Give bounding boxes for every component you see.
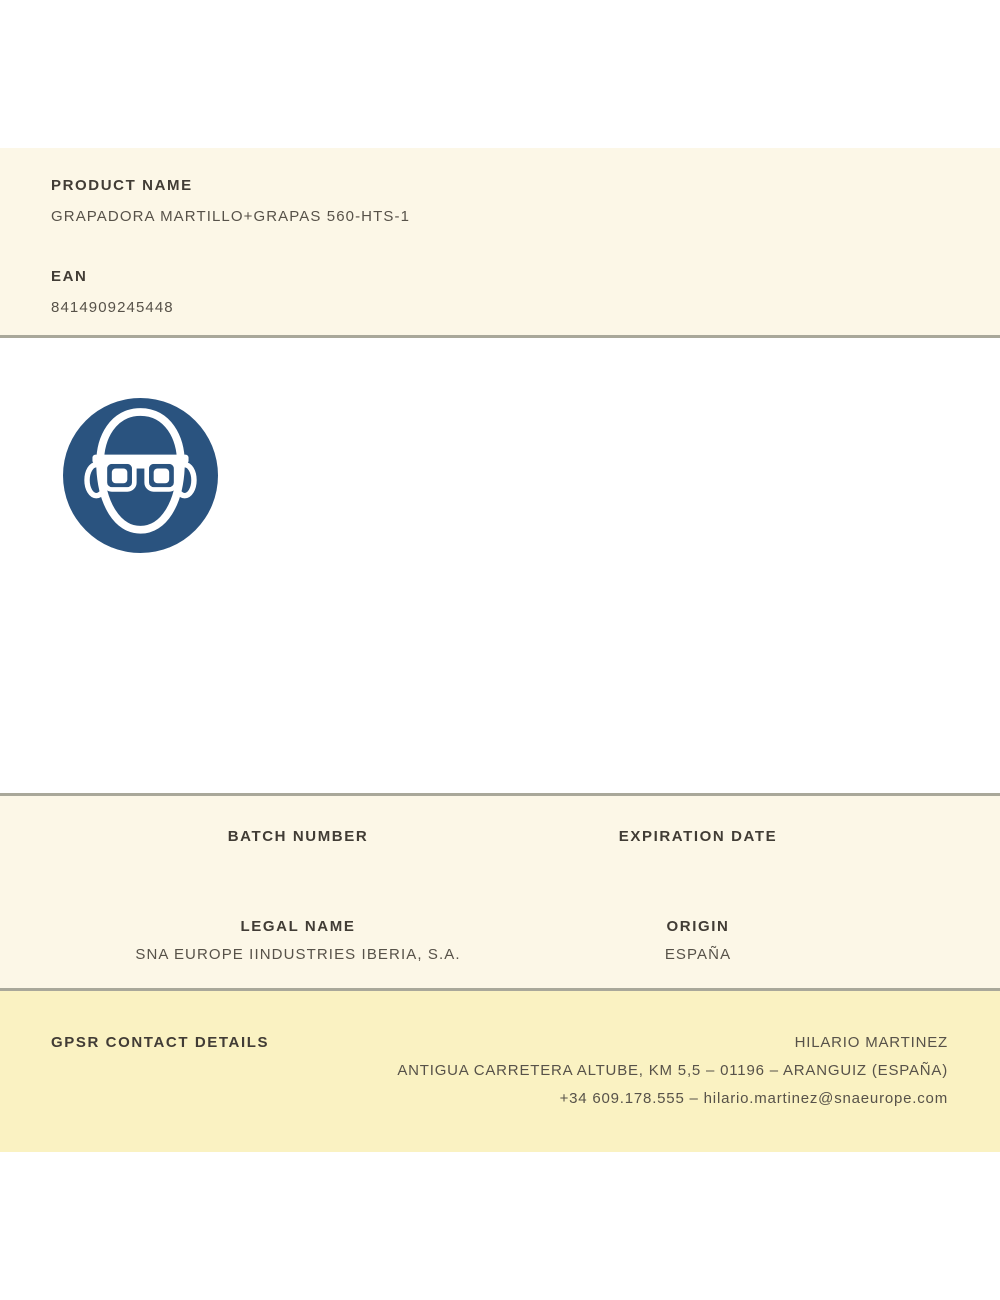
gpsr-contact-block <box>397 1033 948 1117</box>
origin-label: ORIGIN <box>666 918 730 935</box>
ean-label: EAN <box>51 268 88 285</box>
origin-field <box>498 918 898 964</box>
gpsr-contact-name: HILARIO MARTINEZ <box>794 1034 948 1051</box>
product-name-label: PRODUCT NAME <box>51 177 193 194</box>
origin-value: ESPAÑA <box>664 946 732 963</box>
gpsr-contact-address: ANTIGUA CARRETERA ALTUBE, KM 5,5 – 01196 – ARANGUIZ (ESPAÑA) <box>397 1062 948 1079</box>
batch-band <box>0 793 1000 991</box>
expiration-date-label: EXPIRATION DATE <box>618 828 778 845</box>
legal-name-label: LEGAL NAME <box>240 918 356 935</box>
gpsr-contact-phone-email: +34 609.178.555 – hilario.martinez@snaeurope.com <box>559 1090 948 1107</box>
gpsr-band <box>0 991 1000 1152</box>
product-band <box>0 148 1000 338</box>
product-name-value: GRAPADORA MARTILLO+GRAPAS 560-HTS-1 <box>51 208 411 225</box>
ean-field <box>51 268 949 317</box>
ean-value: 8414909245448 <box>51 299 174 316</box>
legal-name-value: SNA EUROPE IINDUSTRIES IBERIA, S.A. <box>135 946 461 963</box>
legal-name-field <box>98 918 498 964</box>
batch-number-label: BATCH NUMBER <box>227 828 369 845</box>
gpsr-contact-label: GPSR CONTACT DETAILS <box>51 1034 270 1051</box>
product-name-field <box>51 177 949 226</box>
wear-eye-protection-icon <box>63 398 218 553</box>
